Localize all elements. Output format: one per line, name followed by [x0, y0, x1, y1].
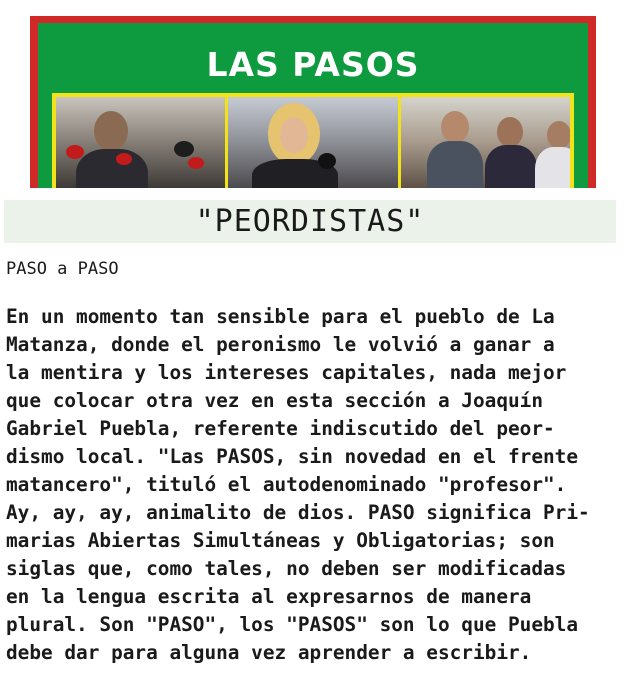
press-conference-photo	[56, 97, 225, 188]
person-head	[547, 121, 570, 149]
article-heading: "PEORDISTAS"	[195, 204, 425, 239]
speaker-head	[94, 111, 128, 151]
photo-frame	[52, 93, 574, 188]
banner-panel	[38, 23, 588, 188]
woman-speaking-photo	[228, 97, 397, 188]
microphone-icon	[174, 141, 194, 157]
person-body	[427, 141, 483, 188]
meeting-photo	[401, 97, 570, 188]
person-body	[485, 145, 537, 188]
section-label: PASO a PASO	[6, 259, 119, 279]
photo-strip	[56, 97, 570, 188]
microphone-icon	[66, 145, 84, 159]
banner-title: LAS PASOS	[206, 45, 420, 84]
news-banner	[30, 16, 596, 188]
person-head	[441, 111, 469, 143]
person-head	[497, 117, 523, 147]
person-body	[535, 147, 570, 188]
speaker-body	[76, 149, 148, 188]
article-body: En un momento tan sensible para el pueblo de La Matanza, donde el peronismo le volvió a ganar a la mentira y los intereses capitales, nada mejor que colocar otra vez en esta sección a Joaquín Gabriel Puebla, referente indiscutido del peor- dismo local. "Las PASOS, sin novedad en el frente matancero", tituló el autodenominado "profesor". Ay, ay, ay, animalito de dios. PASO significa Pri- marias Abiertas Simultáneas y Obligatorias; son siglas que, como tales, no deben ser modificadas en la lengua escrita al expresarnos de manera plural. Son "PASO", los "PASOS" son lo que Puebla debe dar para alguna vez aprender a escribir.	[6, 305, 590, 664]
microphone-icon	[116, 153, 132, 165]
heading-bar	[4, 200, 616, 243]
microphone-icon	[188, 157, 204, 169]
